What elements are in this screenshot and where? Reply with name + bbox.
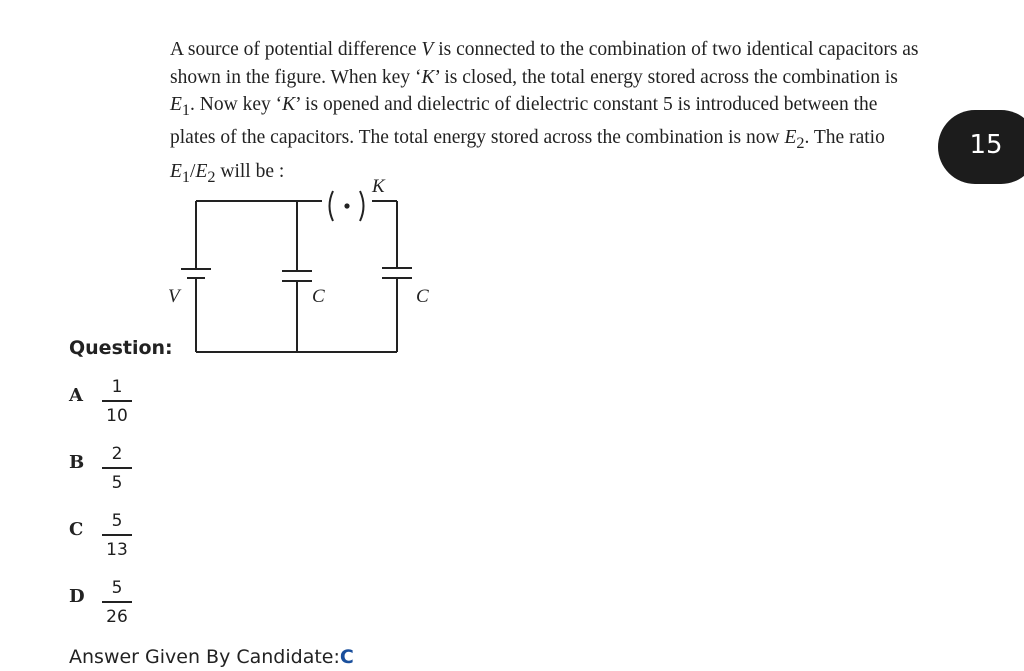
ratio-slash: / <box>190 160 196 182</box>
symbol-k: K <box>421 66 435 88</box>
fraction-numerator: 5 <box>111 578 123 598</box>
answer-value: C <box>339 646 354 668</box>
option-d[interactable] <box>69 578 269 638</box>
option-fraction <box>102 511 132 560</box>
question-text-part: . The ratio <box>804 127 885 149</box>
option-fraction <box>102 578 132 627</box>
option-letter: A <box>69 385 83 406</box>
question-text-part: ’ is opened and dielectric of dielectric constant 5 is introduced between the plates of the capacitors. The total energy stored across the combination is now <box>170 94 878 149</box>
answer-label: Answer Given By Candidate: <box>69 646 340 668</box>
option-letter: D <box>69 586 85 607</box>
fraction-denominator: 26 <box>106 606 128 627</box>
subscript: 1 <box>181 167 191 186</box>
symbol-e1: E <box>170 160 182 182</box>
question-number: 15 <box>969 130 1003 160</box>
symbol-e2: E <box>784 127 797 149</box>
option-a[interactable] <box>69 377 269 437</box>
option-letter: B <box>69 452 85 473</box>
question-text-part: is connected to the combination of two identical capacitors as shown in the figure. When key ‘ <box>170 39 919 88</box>
key-dot <box>344 203 349 208</box>
symbol-e1: E <box>170 94 182 115</box>
circuit-diagram <box>160 175 450 365</box>
subscript: 1 <box>181 100 191 119</box>
source-label: V <box>168 286 180 307</box>
option-letter: C <box>69 519 84 540</box>
option-b[interactable] <box>69 444 269 504</box>
subscript: 2 <box>207 167 216 186</box>
candidate-answer <box>69 646 354 668</box>
question-text-part: . Now key ‘ <box>190 94 283 115</box>
option-fraction <box>102 377 132 426</box>
symbol-k: K <box>282 94 296 115</box>
fraction-denominator: 10 <box>106 405 128 426</box>
key-left-bracket <box>330 191 334 221</box>
key-right-bracket <box>360 191 364 221</box>
cap1-label: C <box>312 286 325 307</box>
fraction-bar <box>102 400 132 402</box>
fraction-denominator: 13 <box>106 539 128 560</box>
fraction-denominator: 5 <box>111 472 123 493</box>
key-label: K <box>372 176 385 197</box>
question-text-part: will be : <box>215 160 285 182</box>
question-text <box>170 36 920 191</box>
subscript: 2 <box>796 134 805 153</box>
fraction-bar <box>102 467 132 469</box>
fraction-numerator: 2 <box>111 444 123 464</box>
fraction-numerator: 5 <box>111 511 123 531</box>
fraction-numerator: 1 <box>111 377 123 397</box>
question-text-part: ’ is closed, the total energy stored across the combination is <box>434 66 898 88</box>
fraction-bar <box>102 601 132 603</box>
option-c[interactable] <box>69 511 269 571</box>
question-number-badge <box>938 110 1024 184</box>
fraction-bar <box>102 534 132 536</box>
cap2-label: C <box>416 286 429 307</box>
question-text-part: A source of potential difference <box>170 39 422 60</box>
symbol-e2: E <box>195 160 208 182</box>
symbol-v: V <box>421 39 434 60</box>
question-label: Question: <box>69 337 173 359</box>
option-fraction <box>102 444 132 493</box>
